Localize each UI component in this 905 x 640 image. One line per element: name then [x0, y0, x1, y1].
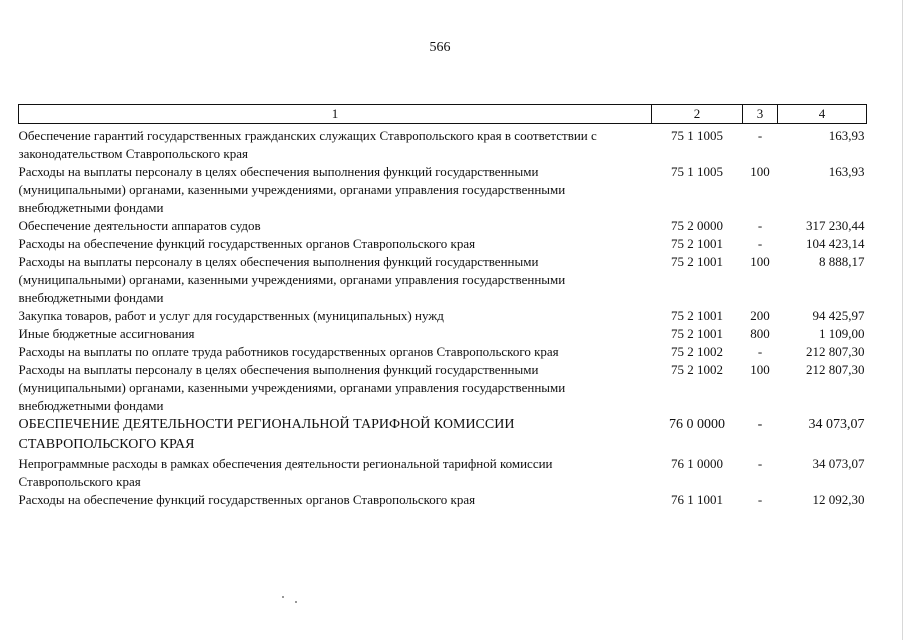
row-code: 76 1 0000 [671, 456, 723, 471]
row-amount: 34 073,07 [812, 456, 865, 471]
row-name: ОБЕСПЕЧЕНИЕ ДЕЯТЕЛЬНОСТИ РЕГИОНАЛЬНОЙ ТАРИФНОЙ КОМИССИИ СТАВРОПОЛЬСКОГО КРАЯ [18, 417, 515, 452]
row-code: 75 2 1001 [671, 236, 723, 251]
row-expense-type: - [757, 417, 763, 432]
header-col-1: 1 [19, 105, 652, 124]
row-name: Иные бюджетные ассигнования [18, 326, 195, 341]
row-expense-type: 100 [750, 254, 770, 269]
row-code: 76 1 1001 [671, 492, 723, 507]
table-body [19, 124, 867, 510]
row-name: Непрограммные расходы в рамках обеспечения деятельности региональной тарифной комиссии Ставропольского края [18, 456, 553, 489]
row-expense-type: - [757, 492, 763, 507]
table-row [19, 127, 867, 163]
row-amount: 212 807,30 [806, 344, 865, 359]
row-expense-type: - [757, 456, 763, 471]
row-code: 75 2 1001 [671, 254, 723, 269]
table-row [19, 163, 867, 217]
row-amount: 163,93 [828, 164, 865, 179]
budget-table [18, 104, 867, 509]
table-row [19, 415, 867, 455]
table-row [19, 325, 867, 343]
row-expense-type: - [757, 236, 763, 251]
header-col-3: 3 [743, 105, 778, 124]
row-expense-type: 100 [750, 362, 770, 377]
row-amount: 104 423,14 [806, 236, 865, 251]
row-amount: 1 109,00 [819, 326, 865, 341]
row-code: 75 2 1001 [671, 326, 723, 341]
row-code: 75 1 1005 [671, 128, 723, 143]
table-header [19, 105, 867, 124]
table-row [19, 253, 867, 307]
header-row [19, 105, 867, 124]
page-number: 566 [429, 40, 451, 55]
row-name: Обеспечение гарантий государственных гражданских служащих Ставропольского края в соответствии с законодательством Ставропольского края [18, 128, 597, 161]
table-row [19, 217, 867, 235]
table-row [19, 455, 867, 491]
row-amount: 34 073,07 [808, 417, 865, 432]
table-row [19, 307, 867, 325]
row-name: Расходы на обеспечение функций государственных органов Ставропольского края [18, 492, 476, 507]
row-code: 76 0 0000 [669, 417, 725, 432]
row-amount: 12 092,30 [812, 492, 865, 507]
row-name: Расходы на выплаты персоналу в целях обеспечения выполнения функций государственными (муниципальными) органами, казенными учреждениями, органами управления государственными внебюджетными фондами [18, 164, 566, 215]
row-expense-type: - [757, 344, 763, 359]
row-amount: 94 425,97 [812, 308, 865, 323]
row-code: 75 2 1002 [671, 344, 723, 359]
row-code: 75 2 1001 [671, 308, 723, 323]
header-col-2: 2 [652, 105, 743, 124]
table-row [19, 361, 867, 415]
header-col-4: 4 [778, 105, 867, 124]
row-code: 75 2 0000 [671, 218, 723, 233]
row-name: Закупка товаров, работ и услуг для государственных (муниципальных) нужд [18, 308, 444, 323]
row-name: Расходы на выплаты персоналу в целях обеспечения выполнения функций государственными (муниципальными) органами, казенными учреждениями, органами управления государственными внебюджетными фондами [18, 362, 566, 413]
row-expense-type: - [757, 128, 763, 143]
row-expense-type: - [757, 218, 763, 233]
table-row [19, 491, 867, 509]
row-amount: 8 888,17 [819, 254, 865, 269]
row-name: Расходы на обеспечение функций государственных органов Ставропольского края [18, 236, 476, 251]
row-expense-type: 200 [750, 308, 770, 323]
row-name: Расходы на выплаты по оплате труда работников государственных органов Ставропольского края [18, 344, 559, 359]
row-name: Обеспечение деятельности аппаратов судов [18, 218, 261, 233]
row-name: Расходы на выплаты персоналу в целях обеспечения выполнения функций государственными (муниципальными) органами, казенными учреждениями, органами управления государственными внебюджетными фондами [18, 254, 566, 305]
table-row [19, 343, 867, 361]
row-amount: 163,93 [828, 128, 865, 143]
table-row [19, 235, 867, 253]
row-code: 75 1 1005 [671, 164, 723, 179]
row-expense-type: 800 [750, 326, 770, 341]
scan-speck [282, 596, 284, 598]
row-amount: 212 807,30 [806, 362, 865, 377]
row-amount: 317 230,44 [806, 218, 865, 233]
row-expense-type: 100 [750, 164, 770, 179]
row-code: 75 2 1002 [671, 362, 723, 377]
scan-edge-line [902, 0, 903, 640]
scan-speck [295, 601, 297, 603]
